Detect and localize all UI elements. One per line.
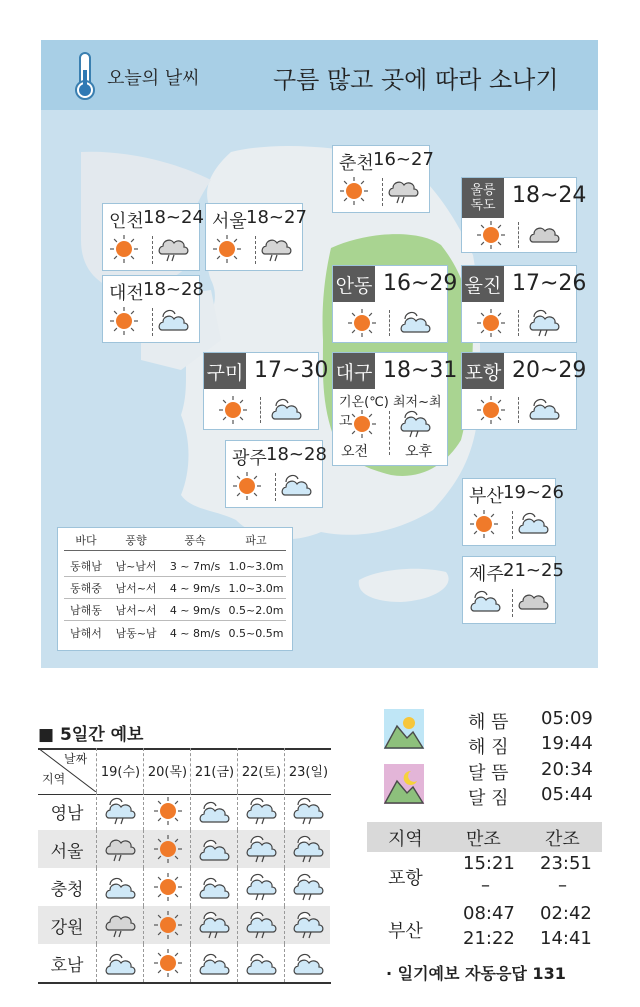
region-temp: 17~26 — [512, 271, 587, 296]
region-temp: 18~24 — [143, 207, 204, 228]
region-tag: 포항 — [462, 353, 504, 389]
region-card-busan — [462, 478, 564, 546]
divider — [518, 222, 519, 248]
sunny-icon — [109, 234, 139, 268]
region-temp: 19~26 — [503, 482, 564, 503]
region-card-gwangju — [225, 440, 327, 508]
region-temp: 18~28 — [266, 444, 327, 465]
divider — [382, 178, 383, 206]
sea-cell: 남해서 — [70, 627, 102, 640]
sunny-icon — [339, 176, 369, 210]
legend-am: 오전 — [341, 444, 369, 460]
tide-high: – — [481, 875, 490, 896]
moonrise-label: 달 뜸 — [468, 763, 509, 784]
sunny-icon — [218, 395, 248, 429]
region-card-andong — [332, 265, 458, 343]
partly-cloudy-icon — [237, 944, 285, 982]
sea-cell: 0.5~2.0m — [228, 603, 284, 617]
region-temp: 20~29 — [512, 358, 587, 383]
legend-caption: 기온(℃) 최저~최고 — [339, 395, 442, 429]
sea-header: 풍향 — [125, 534, 147, 547]
region-name: 인천 — [109, 211, 144, 232]
sea-header: 풍속 — [184, 534, 206, 547]
region-temp: 17~30 — [254, 358, 329, 383]
region-card-ulleung-dokdo — [461, 177, 587, 253]
sea-cell: 4 ~ 9m/s — [169, 603, 221, 617]
sunny-icon — [476, 308, 506, 342]
partly-cloudy-icon — [190, 944, 238, 982]
partly-cloudy-icon — [190, 792, 238, 830]
region-card-uljin — [461, 265, 587, 343]
region-temp: 16~29 — [383, 271, 458, 296]
rain-partly-icon — [284, 868, 332, 906]
forecast-bottom-rule — [38, 982, 331, 984]
sunny-icon — [232, 471, 262, 505]
region-name: 부산 — [469, 486, 504, 507]
sea-header: 파고 — [245, 534, 267, 547]
sunset-time: 19:44 — [541, 733, 593, 754]
forecast-region: 서울 — [50, 841, 84, 862]
tide-header-region: 지역 — [388, 829, 423, 850]
rain-partly-icon — [528, 308, 562, 342]
sunrise-label: 해 뜸 — [468, 712, 509, 733]
sunny-icon — [143, 906, 191, 944]
region-tag: 구미 — [204, 353, 246, 389]
sunny-icon — [469, 509, 499, 543]
partly-cloudy-icon — [280, 471, 314, 501]
rain-partly-icon — [237, 868, 285, 906]
sea-cell: 4 ~ 8m/s — [169, 626, 221, 640]
rain-cloud-icon — [387, 176, 421, 210]
divider — [389, 310, 390, 336]
tide-low: 02:42 — [540, 903, 592, 924]
sunny-icon — [143, 830, 191, 868]
forecast-day-header: 22(토) — [237, 748, 285, 792]
region-name: 대전 — [109, 283, 144, 304]
region-temp: 18~31 — [383, 358, 458, 383]
sunny-icon — [109, 306, 139, 340]
weather-summary: 구름 많고 곳에 따라 소나기 — [273, 66, 559, 94]
sea-row — [64, 623, 286, 643]
sunny-icon — [476, 220, 506, 254]
sunny-icon — [347, 308, 377, 342]
legend-pm: 오후 — [405, 444, 433, 460]
region-tag — [462, 178, 504, 218]
forecast-corner-date: 날짜 — [64, 752, 88, 766]
cloudy-icon — [528, 220, 562, 250]
rain-cloud-icon — [260, 234, 294, 268]
sunny-icon — [347, 409, 377, 443]
region-name: 서울 — [212, 211, 247, 232]
region-card-pohang — [461, 352, 587, 430]
sea-cell: 남~남서 — [115, 560, 157, 573]
partly-cloudy-icon — [469, 587, 503, 617]
partly-cloudy-icon — [517, 509, 551, 539]
moonset-time: 05:44 — [541, 784, 593, 805]
page-title: 오늘의 날씨 — [107, 68, 200, 89]
region-card-daejeon — [102, 275, 204, 343]
rain-partly-icon — [237, 906, 285, 944]
region-temp: 21~25 — [503, 560, 564, 581]
divider — [518, 310, 519, 336]
sea-header: 바다 — [75, 534, 97, 547]
region-name: 광주 — [232, 448, 267, 469]
sunrise-time: 05:09 — [541, 708, 593, 729]
sea-cell: 남해동 — [70, 604, 102, 617]
forecast-day-header: 23(일) — [284, 748, 332, 792]
sunny-icon — [143, 944, 191, 982]
partly-cloudy-icon — [190, 830, 238, 868]
rain-cloud-icon — [96, 906, 144, 944]
region-tag-line2: 독도 — [470, 198, 496, 213]
forecast-day-header: 21(금) — [190, 748, 238, 792]
region-temp: 16~27 — [373, 149, 434, 170]
weather-map-panel — [41, 40, 598, 668]
sea-cell: 남서~서 — [115, 604, 157, 617]
sea-condition-table — [57, 527, 293, 651]
partly-cloudy-icon — [284, 944, 332, 982]
region-temp: 18~24 — [512, 183, 587, 208]
forecast-region: 충청 — [50, 879, 84, 900]
partly-cloudy-icon — [528, 395, 562, 425]
rain-partly-icon — [190, 906, 238, 944]
region-tag: 울진 — [462, 266, 504, 302]
partly-cloudy-icon — [270, 395, 304, 425]
tide-low: 23:51 — [540, 853, 592, 874]
region-card-daegu — [332, 352, 458, 466]
divider — [518, 397, 519, 423]
rain-cloud-icon — [157, 234, 191, 268]
footer-hotline: · 일기예보 자동응답 131 — [386, 964, 566, 983]
region-temp: 18~28 — [143, 279, 204, 300]
sea-cell: 4 ~ 9m/s — [169, 581, 221, 595]
rain-partly-icon — [284, 792, 332, 830]
moonset-label: 달 짐 — [468, 788, 509, 809]
sea-row — [64, 578, 286, 599]
rain-cloud-icon — [96, 830, 144, 868]
tide-region: 포항 — [388, 868, 423, 889]
sunny-icon — [143, 868, 191, 906]
sea-header-row — [64, 530, 286, 551]
region-tag: 안동 — [333, 266, 375, 302]
rain-partly-icon — [96, 792, 144, 830]
sea-cell: 1.0~3.0m — [228, 559, 284, 573]
sunny-icon — [212, 234, 242, 268]
partly-cloudy-icon — [190, 868, 238, 906]
partly-cloudy-icon — [96, 944, 144, 982]
region-name: 제주 — [469, 564, 504, 585]
tide-header-low: 간조 — [545, 829, 580, 850]
forecast-title: ■ 5일간 예보 — [38, 725, 144, 745]
region-card-incheon — [102, 203, 204, 271]
region-card-seoul — [205, 203, 307, 271]
divider — [389, 411, 390, 455]
sea-cell: 3 ~ 7m/s — [169, 559, 221, 573]
tide-high: 08:47 — [463, 903, 515, 924]
tide-high: 15:21 — [463, 853, 515, 874]
partly-cloudy-icon — [96, 868, 144, 906]
sea-cell: 동해남 — [70, 560, 102, 573]
region-tag-line1: 울릉 — [470, 183, 496, 198]
sunny-icon — [476, 395, 506, 429]
divider — [255, 236, 256, 264]
tide-low: – — [558, 875, 567, 896]
tide-low: 14:41 — [540, 928, 592, 949]
sunrise-icon — [383, 708, 425, 750]
moonrise-icon — [383, 763, 425, 805]
sea-cell: 0.5~0.5m — [228, 626, 284, 640]
region-name: 춘천 — [339, 153, 374, 174]
sunny-icon — [143, 792, 191, 830]
forecast-day-header: 19(수) — [96, 748, 144, 792]
tide-high: 21:22 — [463, 928, 515, 949]
region-card-chuncheon — [332, 145, 434, 213]
divider — [152, 308, 153, 336]
sunset-label: 해 짐 — [468, 737, 509, 758]
rain-partly-icon — [399, 409, 433, 443]
tide-header-high: 만조 — [466, 829, 501, 850]
partly-cloudy-icon — [157, 306, 191, 336]
moonrise-time: 20:34 — [541, 759, 593, 780]
cloudy-icon — [517, 587, 551, 617]
sea-cell: 1.0~3.0m — [228, 581, 284, 595]
region-tag: 대구 — [333, 353, 375, 389]
sea-row — [64, 600, 286, 621]
partly-cloudy-icon — [399, 308, 433, 338]
divider — [512, 589, 513, 617]
region-temp: 18~27 — [246, 207, 307, 228]
divider — [152, 236, 153, 264]
divider — [260, 397, 261, 423]
sea-cell: 남동~남 — [115, 627, 157, 640]
sea-row — [64, 556, 286, 577]
rain-partly-icon — [284, 906, 332, 944]
rain-partly-icon — [237, 830, 285, 868]
sea-cell: 동해중 — [70, 582, 102, 595]
tide-region: 부산 — [388, 921, 423, 942]
forecast-region: 강원 — [50, 917, 84, 938]
region-card-jeju — [462, 556, 564, 624]
forecast-corner-region: 지역 — [42, 772, 66, 786]
rain-partly-icon — [237, 792, 285, 830]
forecast-day-header: 20(목) — [143, 748, 191, 792]
rain-partly-icon — [284, 830, 332, 868]
divider — [512, 511, 513, 539]
forecast-region: 호남 — [50, 955, 84, 976]
sea-cell: 남서~서 — [115, 582, 157, 595]
divider — [275, 473, 276, 501]
forecast-region: 영남 — [50, 803, 84, 824]
region-card-gumi — [203, 352, 329, 430]
